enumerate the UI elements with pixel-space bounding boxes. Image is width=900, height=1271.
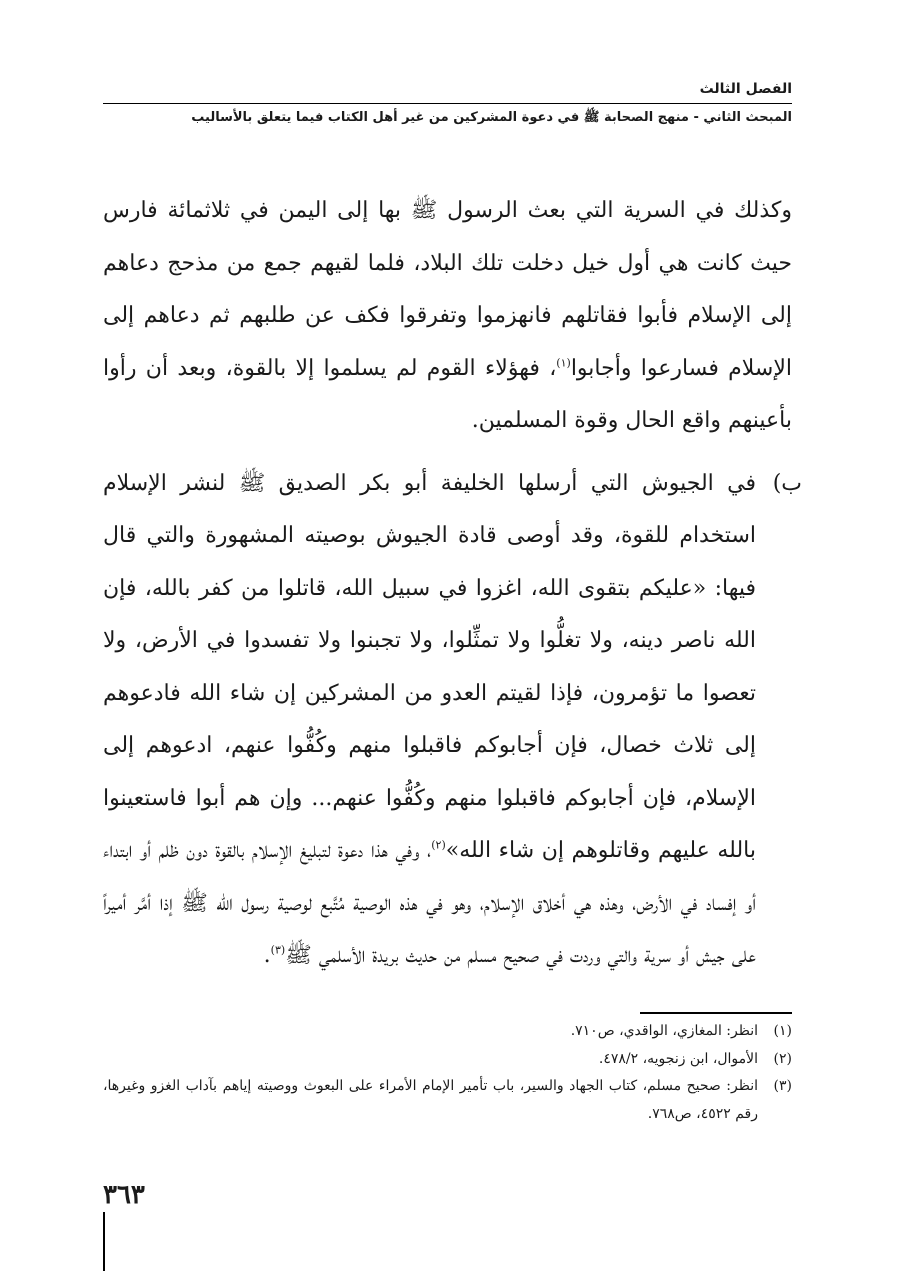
footnote-ref: (٢) <box>431 838 446 852</box>
footnote-text: انظر: صحيح مسلم، كتاب الجهاد والسير، باب تأمير الإمام الأمراء على البعوث ووصيته إياهم بآداب الغزو وغيرها، رقم ٤٥٢٢، ص٧٦٨. <box>103 1078 758 1122</box>
main-text <box>103 185 802 983</box>
footnotes <box>103 1018 792 1128</box>
footnote-ref: (٣) <box>270 943 286 957</box>
footnote-number: (٣) <box>773 1078 792 1094</box>
paragraph-b <box>103 458 802 983</box>
paragraph <box>103 185 792 448</box>
footnote-divider <box>640 1012 792 1014</box>
list-marker: ب) <box>772 470 802 496</box>
paragraph-text: وكذلك في السرية التي بعث الرسول ﷺ بها إلى اليمن في ثلاثمائة فارس حيث كانت هي أول خيل دخلت تلك البلاد، فلما لقيهم جمع من مذحج دعاهم إلى الإسلام فأبوا فقاتلهم فانهزموا وتفرقوا فكف عن طلبهم ثم دعاهم إلى الإسلام فسارعوا وأجابوا <box>103 198 792 381</box>
chapter-title: الفصل الثالث <box>699 81 792 97</box>
footnote-ref: (١) <box>556 356 571 370</box>
footnote-item <box>103 1018 792 1046</box>
page-number: ٣٦٣ <box>103 1180 145 1210</box>
footnote-item <box>103 1073 792 1128</box>
paragraph-text: ، وفي هذا دعوة لتبليغ الإسلام بالقوة دون ظلم أو ابتداء أو إفساد في الأرض، وهذه هي أخلاق الإسلام، وهو في هذه الوصية مُتَّبع لوصية رسول الله ﷺ إذا أمَّر أميراً على جيش أو سرية والتي وردت في صحيح مسلم من حديث بريدة الأسلمي ﷺ <box>103 838 756 968</box>
paragraph-text: . <box>263 943 271 968</box>
footnote-text: الأموال، ابن زنجويه، ٤٧٨/٢. <box>598 1050 758 1067</box>
header-divider <box>103 103 792 104</box>
footnote-number: (٢) <box>773 1050 792 1067</box>
margin-line <box>103 1212 105 1271</box>
section-title: المبحث الثاني - منهج الصحابة ﷺ في دعوة المشركين من غير أهل الكتاب فيما يتعلق بالأساليب <box>191 110 792 125</box>
page-header <box>103 78 792 129</box>
paragraph-text: في الجيوش التي أرسلها الخليفة أبو بكر الصديق ﷺ لنشر الإسلام استخدام للقوة، وقد أوصى قادة الجيوش بوصيته المشهورة والتي قال فيها: «عليكم بتقوى الله، اغزوا في سبيل الله، قاتلوا من كفر بالله، فإن الله ناصر دينه، ولا تغلُّوا ولا تمثِّلوا، ولا تجبنوا ولا تفسدوا في الأرض، ولا تعصوا ما تؤمرون، فإذا لقيتم العدو من المشركين إن شاء الله فادعوهم إلى ثلاث خصال، فإن أجابوكم فاقبلوا منهم وكُفُّوا عنهم، ادعوهم إلى الإسلام، فإن أجابوكم فاقبلوا منهم وكُفُّوا عنهم... وإن هم أبوا فاستعينوا بالله عليهم وقاتلوهم إن شاء الله» <box>103 470 756 863</box>
paragraph-text: ، فهؤلاء القوم لم يسلموا إلا بالقوة، وبعد أن رأوا بأعينهم واقع الحال وقوة المسلمين. <box>103 355 792 433</box>
footnote-text: انظر: المغازي، الواقدي، ص٧١٠. <box>570 1023 758 1039</box>
footnote-item <box>103 1046 792 1074</box>
footnote-number: (١) <box>773 1023 792 1039</box>
